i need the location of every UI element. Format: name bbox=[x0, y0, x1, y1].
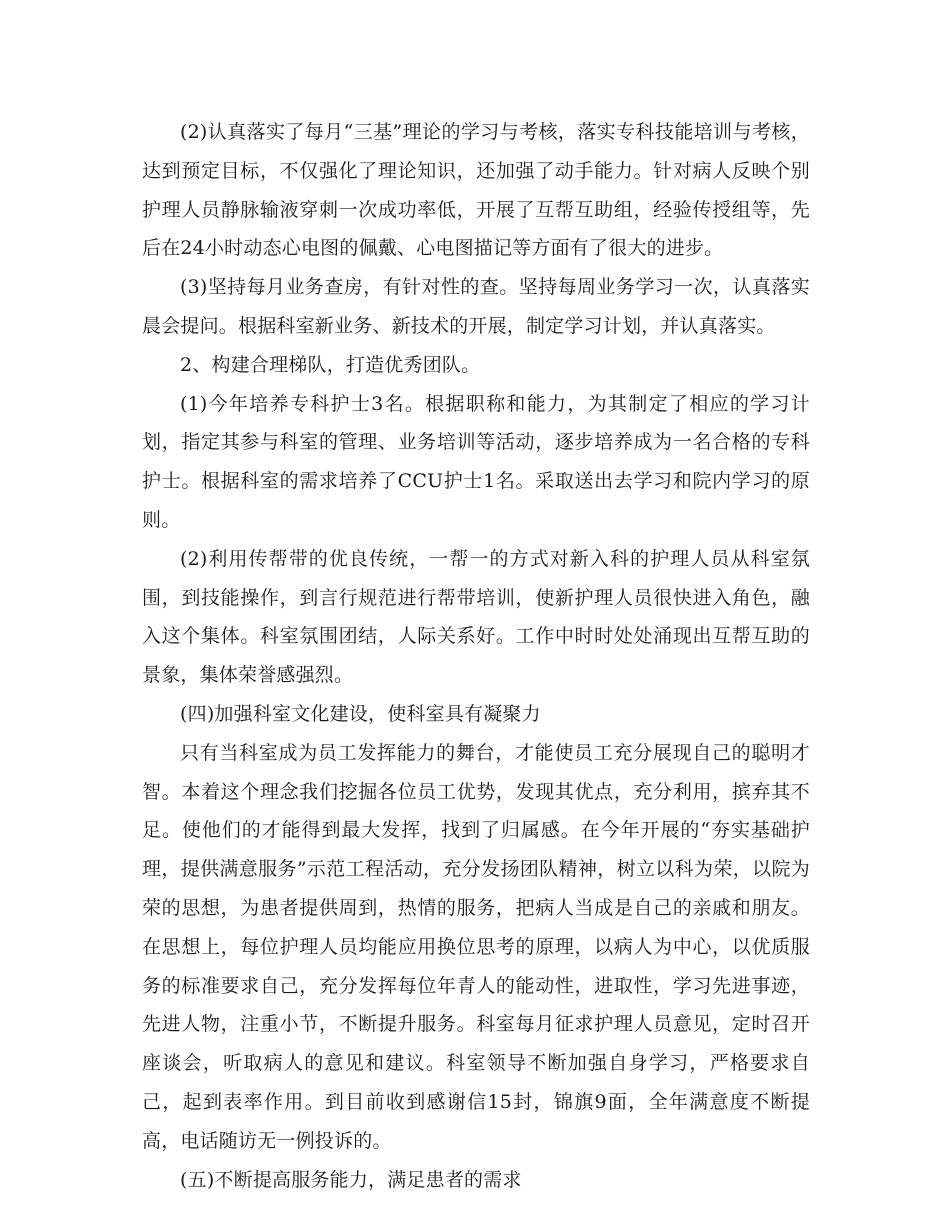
section-heading-culture: (四)加强科室文化建设，使科室具有凝聚力 bbox=[180, 702, 541, 725]
paragraph-specialist-nurses: (1)今年培养专科护士3名。根据职称和能力，为其制定了相应的学习计划，指定其参与科室的管理、业务培训等活动，逐步培养成为一名合格的专科护士。根据科室的需求培养了CCU护士1名。采取送出去学习和院内学习的原则。 bbox=[142, 392, 810, 531]
section-heading-service: (五)不断提高服务能力，满足患者的需求 bbox=[180, 1168, 522, 1191]
document-body bbox=[142, 113, 810, 1199]
paragraph-mentoring: (2)利用传帮带的优良传统，一帮一的方式对新入科的护理人员从科室氛围，到技能操作，到言行规范进行帮带培训，使新护理人员很快进入角色，融入这个集体。科室氛围团结，人际关系好。工作中时时处处涌现出互帮互助的景象，集体荣誉感强烈。 bbox=[142, 547, 810, 687]
paragraph-ward-rounds: (3)坚持每月业务查房，有针对性的查。坚持每周业务学习一次，认真落实晨会提问。根据科室新业务、新技术的开展，制定学习计划，并认真落实。 bbox=[142, 276, 810, 337]
paragraph-team-heading: 2、构建合理梯队，打造优秀团队。 bbox=[180, 353, 481, 376]
paragraph-training-assessment: (2)认真落实了每月“三基”理论的学习与考核，落实专科技能培训与考核，达到预定目标，不仅强化了理论知识，还加强了动手能力。针对病人反映个别护理人员静脉输液穿刺一次成功率低，开展了互帮互助组，经验传授组等，先后在24小时动态心电图的佩戴、心电图描记等方面有了很大的进步。 bbox=[142, 121, 810, 260]
paragraph-culture-body: 只有当科室成为员工发挥能力的舞台，才能使员工充分展现自己的聪明才智。本着这个理念我们挖掘各位员工优势，发现其优点，充分利用，摈弃其不足。使他们的才能得到最大发挥，找到了归属感。在今年开展的“夯实基础护理，提供满意服务”示范工程活动，充分发扬团队精神，树立以科为荣，以院为荣的思想，为患者提供周到，热情的服务，把病人当成是自己的亲戚和朋友。在思想上，每位护理人员均能应用换位思考的原理，以病人为中心，以优质服务的标准要求自己，充分发挥每位年青人的能动性，进取性，学习先进事迹，先进人物，注重小节，不断提升服务。科室每月征求护理人员意见，定时召开座谈会，听取病人的意见和建议。科室领导不断加强自身学习，严格要求自己，起到表率作用。到目前收到感谢信15封，锦旗9面，全年满意度不断提高，电话随访无一例投诉的。 bbox=[142, 741, 810, 1152]
